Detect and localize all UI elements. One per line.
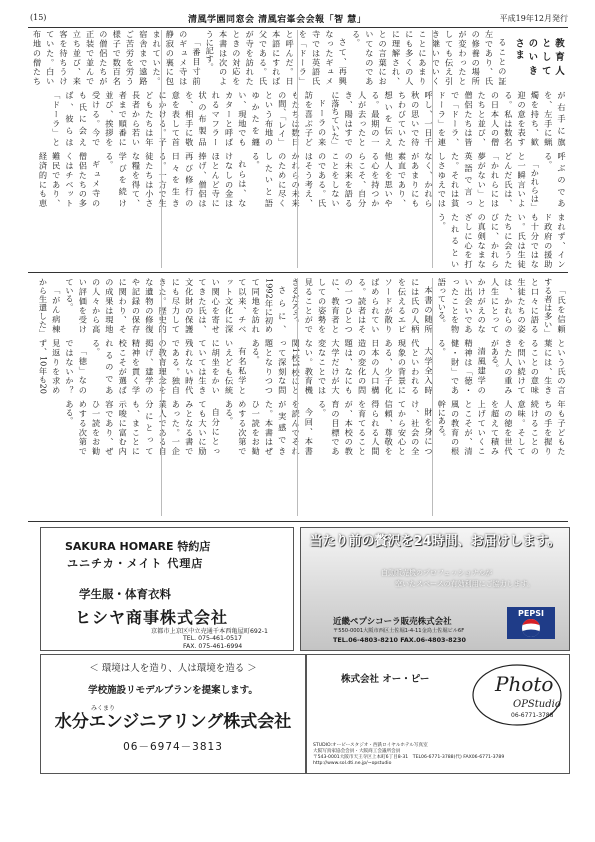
ad-mizubun-company: 水分エンジニアリング株式会社: [54, 712, 292, 732]
ad-hishiya-fax: FAX. 075-461-6994: [183, 643, 243, 650]
article-paragraph: ギュメ寺の僧侶たちの多くはチベット難民であり、経済的にも恵まれず、インド政府の援助も十分ではない。氏は生徒たちに会うたびに、かれらの真剣なまなざしに心を打たれるという。: [38, 152, 567, 268]
column-divider: [432, 278, 433, 516]
ad-pepsi-tel: TEL.06-4803-8210 FAX.06-4803-8230: [333, 636, 466, 644]
article-paragraph: ることの証左であり、氏の修養の場所が変わったとしても伝え引き継いでいくことにあまりにも多くの人に理解され、との言葉においてなのである。: [351, 30, 508, 85]
article-paragraph: さらに、1992年に初めて同地を訪れて以来、チベット文化に深い関心を寄せてきた氏は、文化財の保護にも尽力してきた。歴史的な遺物の修復や記録の保存に関わり、その成果は現地の人々から高い評価を受けている。: [65, 278, 288, 333]
svg-text:PEPSI: PEPSI: [518, 609, 544, 618]
article-paragraph: 「かれらは」と一瞬言いよどんだ氏は、「かれらには夢がない」と英語で言った。それは貧しさゆえではなく、かれらがあまりにも素直であり、他人を思いやる心を持つからこそ、自分の未来を語ることをしないのである。氏はそう考え、かれらの未来のために尽くしたいと語る。: [251, 152, 541, 207]
issue-date: 平成19年12月発行: [499, 14, 568, 23]
ad-pepsi-subline: 自動販売機のプロフェッショナルが: [381, 569, 493, 577]
ads-rule: [28, 521, 568, 522]
svg-text:06-6771-3788: 06-6771-3788: [511, 712, 554, 719]
ad-mizubun: [40, 654, 306, 774]
page-header: [28, 11, 568, 25]
ad-hishiya-tel: TEL. 075-461-0517: [183, 635, 242, 642]
article-band-bottom: [28, 278, 568, 516]
article-paragraph: さて、再興なったギュメ寺では英語氏を「ドーラ」と呼んだ。日本語にすれば父である。氏が寺を訪れたときの対応を本書は次のように記す。: [205, 30, 349, 85]
ad-hishiya: [40, 527, 294, 651]
column-divider: [161, 30, 162, 268]
article-paragraph: 「氏を信頼する者は多い」と口々に語る生徒たちの姿は、かれらの人生にとってかけがえのない出会いであったことを物語っている。: [437, 278, 567, 333]
article-paragraph: れらは、なけなしの金はほとんど寺に捧げ、僧侶は再び修行の日々を生きる。一方で生徒たちは小さな糧を得て、学びを続ける。: [104, 152, 248, 207]
article-paragraph: 「番目寸前のギュメ寺は静寂の裏に包まれていた。宿舎まで遠路ご苦労を労う様子で数百名の僧侶たちが正装で並んで立ち並び、来客を待ちうけていた。白い布地の僧たちが右手に旗を、左手に蝋燭を持ち、歓迎の意を表する。私は数名の日本人の僧たちと並び、僧侶たちは皆で「ドーラ、ドーラ」を連呼し、一日千秋の思いで待ちわびていた想いを伝える。最期の一人が去ったとき、陽はすでに落ちていた」: [32, 30, 567, 149]
ad-pepsi: [300, 527, 570, 651]
column-divider: [297, 278, 298, 516]
article-body: [28, 30, 568, 516]
ad-mizubun-tel: 06－6974－3813: [123, 741, 223, 753]
ad-hishiya-line3: 学生服・体育衣料: [79, 587, 171, 601]
section-heading: 教育人としてのいきさま: [513, 38, 564, 77]
svg-text:Photo: Photo: [495, 672, 554, 696]
article-paragraph: 財を身につけ、社会の全てから安心と信頼、尊敬を得られる人間を育てることが、本校の教育の目標である。: [317, 400, 435, 455]
ad-pepsi-slogan: 当たり前の贅沢を24時間、お届けします。: [309, 534, 561, 549]
ad-opstudio-info: http://www.sol.dti.ne.jp/~opstudio: [313, 761, 392, 766]
newsletter-title: 清風学園同窓会 清風宕峯会会報「智 慧」: [188, 15, 367, 25]
article-paragraph: 今回、本書を読んでそれが実感できた。本書はぜひ一読をお勧めする次第である。: [224, 400, 315, 455]
article-paragraph: ドーラの来訪を喜ぶ子どもたちは数日の間、「レイ」という布地のゆかたを纏い、現地でもカターと呼ばれるマフラー状の布製品を、相手に敬意を表して首にかける。子どもたちは年長者から若い者まで順番に並び、挨拶を受ける。今でも氏に会えば、彼らは「ドーラ」と呼ぶのである。: [51, 91, 567, 207]
article-paragraph: 自分にとっても大いに励みとなる書であった。一企業人である自分にとっても、まことに示唆に富む内容であり、ぜひ一読をお勧めする次第である。: [65, 400, 222, 455]
ad-hishiya-line2: ユニチカ・メイト 代理店: [67, 557, 204, 570]
article-columns-top: [28, 30, 568, 268]
ad-hishiya-company: ヒシヤ商事株式会社: [75, 608, 229, 627]
article-paragraph: 大学全入時代といわれる現象の背景にある、少子化日本の人口構造の変化の問題は、なにも大学だけが大変なことではない。教育機関1校1校にとって深刻な問題となりつつある。: [251, 339, 435, 394]
article-paragraph: 本書の随所には氏の人柄を伝えるエピソードが散りばめられている。読者はその一つひとつに、教育者としての姿勢を見ることができるだろう。: [291, 278, 435, 333]
header-rule: [28, 27, 568, 28]
article-paragraph: 「がん病棟から生還した」という氏の言葉には、生きることの意味を問い続けてきた人の重みがある。: [38, 278, 567, 394]
pepsi-logo-icon: [507, 607, 555, 639]
band-rule: [28, 272, 568, 273]
article-columns-bottom: [28, 278, 568, 516]
ad-mizubun-line2: 学校施設リモデルプランを提案します。: [88, 685, 258, 696]
column-divider: [432, 30, 433, 268]
ad-opstudio-company: 株式会社 オー・ピー: [341, 674, 430, 685]
ad-opstudio-info: 〒543-0001大阪市天王寺区上本町6丁目8-31 TEL06-6771-3788(代) FAX06-6771-3789: [313, 755, 505, 760]
article-paragraph: 有名私学といえども伝統に胡坐をかいていては生き残れない時代である。独自の教育理念を掲げ、建学の精神を貫く学校こそが選ばれるのである。: [91, 339, 248, 394]
column-divider: [297, 30, 298, 268]
photo-studio-logo-icon: [447, 657, 569, 741]
ad-hishiya-line1: SAKURA HOMARE 特約店: [65, 540, 211, 553]
ad-hishiya-address: 京都市上京区中立売通千本西亀屋町692-1: [151, 628, 268, 635]
ad-pepsi-address: 〒550-0001大阪市西区土佐堀1-4-11金鳥土佐堀ビル6F: [333, 628, 465, 634]
article-paragraph: 「徳」なのではないか？見返りを求めず、10年も20年も子どもたちの手を握り続けることの意味。そして人の徳を世代を超えて積み上げていくことこそが、清風の教育の根幹にある。: [38, 339, 567, 455]
ad-pepsi-company: 近畿ペプシコーラ販売株式会社: [333, 617, 452, 627]
svg-text:OPStudio: OPStudio: [513, 699, 561, 710]
column-divider: [161, 278, 162, 516]
ad-opstudio: [306, 654, 570, 774]
ad-mizubun-tagline: ＜ 環境は人を造り、人は環境を造る ＞: [89, 663, 257, 674]
ad-pepsi-subline: 空いたスペースの有効利用にご協力します。: [395, 580, 535, 588]
ad-opstudio-info: 大阪写真家協会会員・大阪商工会議所会員: [313, 749, 401, 754]
ad-opstudio-info: STUDIO:オーピースタジオ・西鉄ロイヤルホテル写真室: [313, 743, 428, 748]
article-band-top: [28, 30, 568, 268]
article-paragraph: 清風建学の精神は「徳・健・財」である。: [437, 339, 488, 394]
ad-mizubun-ruby: みくまり: [91, 705, 116, 712]
page-number: (15): [30, 13, 47, 22]
